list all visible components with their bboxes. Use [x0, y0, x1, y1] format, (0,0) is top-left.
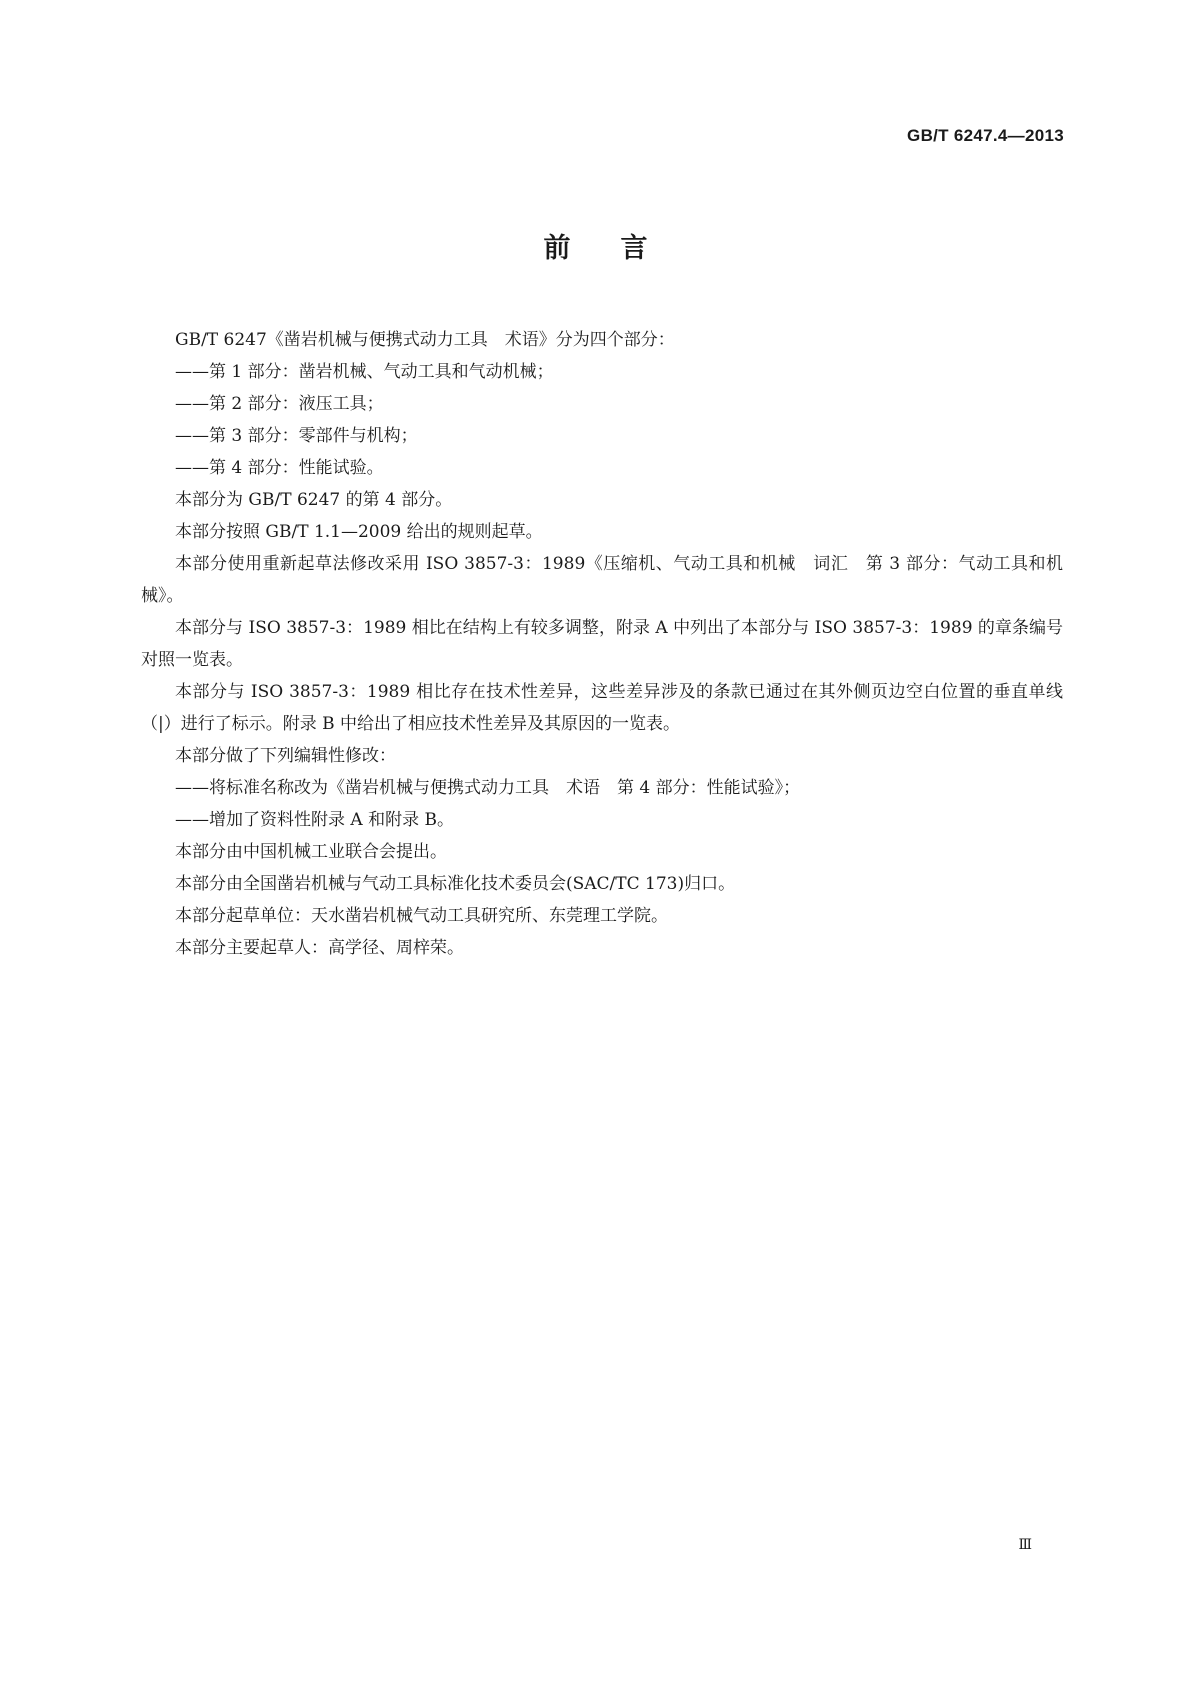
paragraph-drafting-units: 本部分起草单位：天水凿岩机械气动工具研究所、东莞理工学院。	[175, 906, 668, 926]
paragraph-centralized-by: 本部分由全国凿岩机械与气动工具标准化技术委员会(SAC/TC 173)归口。	[175, 874, 736, 894]
page-title: 前言	[543, 233, 698, 264]
foreword-body	[141, 324, 1063, 964]
paragraph-technical-differences: 本部分与 ISO 3857-3：1989 相比存在技术性差异，这些差异涉及的条款已通过在其外侧页边空白位置的垂直单线（|）进行了标示。附录 B 中给出了相应技术性差异及其原因的一览表。	[141, 682, 1063, 734]
paragraph-adoption: 本部分使用重新起草法修改采用 ISO 3857-3：1989《压缩机、气动工具和机械 词汇 第 3 部分：气动工具和机械》。	[141, 554, 1063, 606]
list-item-editorial-2: ——增加了资料性附录 A 和附录 B。	[175, 810, 454, 830]
paragraph-editorial-intro: 本部分做了下列编辑性修改：	[175, 746, 396, 766]
list-item-part-2: ——第 2 部分：液压工具；	[175, 394, 384, 414]
paragraph-series-intro: GB/T 6247《凿岩机械与便携式动力工具 术语》分为四个部分：	[175, 330, 675, 350]
paragraph-structure-changes: 本部分与 ISO 3857-3：1989 相比在结构上有较多调整，附录 A 中列出了本部分与 ISO 3857-3：1989 的章条编号对照一览表。	[141, 618, 1063, 670]
paragraph-drafting-rules: 本部分按照 GB/T 1.1—2009 给出的规则起草。	[175, 522, 543, 542]
list-item-part-1: ——第 1 部分：凿岩机械、气动工具和气动机械；	[175, 362, 554, 382]
list-item-part-4: ——第 4 部分：性能试验。	[175, 458, 384, 478]
standard-code: GB/T 6247.4—2013	[907, 126, 1064, 145]
list-item-part-3: ——第 3 部分：零部件与机构；	[175, 426, 418, 446]
paragraph-part-statement: 本部分为 GB/T 6247 的第 4 部分。	[175, 490, 453, 510]
paragraph-drafters: 本部分主要起草人：高学径、周梓荣。	[175, 938, 464, 958]
page-number: Ⅲ	[1018, 1537, 1032, 1553]
paragraph-proposed-by: 本部分由中国机械工业联合会提出。	[175, 842, 447, 862]
list-item-editorial-1: ——将标准名称改为《凿岩机械与便携式动力工具 术语 第 4 部分：性能试验》；	[175, 778, 801, 798]
